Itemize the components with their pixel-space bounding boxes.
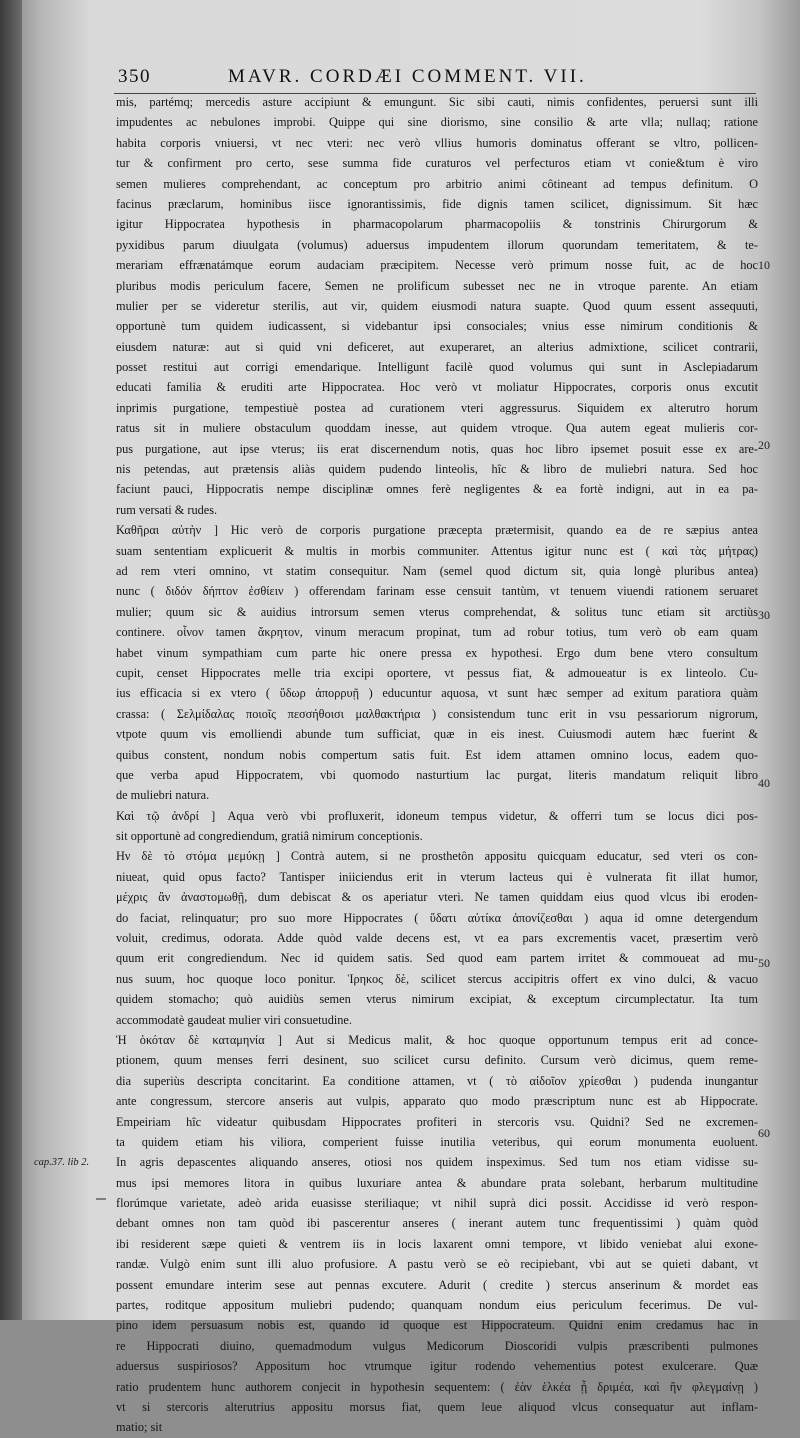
text-line: matio; sit xyxy=(116,1420,163,1435)
text-line: ptionem, quum menses ferri desinent, suo scilicet cursu definito. Cursum verò dicimus, quem reme- xyxy=(116,1053,758,1068)
text-line: accommodatè gaudeat mulier viri consuetudine. xyxy=(116,1012,352,1027)
text-line: habet vinum sympathiam cum parte hic onere pressa ex hypothesi. Ergo dum bene vtero consultum xyxy=(116,645,758,660)
line-number: 30 xyxy=(758,608,770,622)
page-number: 350 xyxy=(118,66,151,87)
text-line: niueat, quid opus facto? Tantisper iniiciendus erit in vterum lacteus qui è vulnerata fit illat humor, xyxy=(116,869,758,884)
text-line: ad rem vteri omnino, vt statim consequitur. Nam (semel quod dictum sit, quia longè pluribus antea) xyxy=(116,563,758,578)
text-line: Ην δὲ τὸ στόμα μεμύκῃ ] Contrà autem, si ne prosthetôn appositu quicquam educatur, sed vteri os con- xyxy=(116,849,758,864)
text-line: igitur Hippocratea hypothesis in pharmacopolarum pharmacopoliis & tonstrinis Chirurgorum & xyxy=(116,217,758,232)
text-line: sit opportunè ad congrediendum, gratiâ nimirum conceptionis. xyxy=(116,829,423,844)
text-line: pyxidibus parum diuulgata (volumus) aduersus impudentem illorum quorundam temeritatem, & te- xyxy=(116,237,758,252)
text-line: rum versati & rudes. xyxy=(116,502,218,517)
text-line: quibus constent, nondum nobis compertum satis fuit. Est idem attamen omnino locus, eadem quo- xyxy=(116,747,758,762)
text-line: educati familia & eruditi arte Hippocratea. Hoc verò vt moliatur Hippocrates, corporis onus excutit xyxy=(116,380,758,395)
text-line: opportunè tum quidem iudicassent, si videbantur ipsi consociales; vnius esse nimirum conditionis & xyxy=(116,319,758,334)
text-line: re Hippocrati diuino, quemadmodum vulgus Medicorum Dioscoridi vulpis præscribenti pulmones xyxy=(116,1338,758,1353)
text-line: do faciat, relinquatur; pro suo more Hippocrates ( ὕδατι αὐτίκα ἀπονίζεσθαι ) aqua id omne detergendum xyxy=(116,910,758,925)
page-header xyxy=(118,66,758,92)
line-number: 60 xyxy=(758,1126,770,1140)
line-number: 40 xyxy=(758,776,770,790)
text-line: randæ. Vulgò enim sunt illi aluo profusiore. A pastu verò se eò recipiebant, vbi aut se quieti dabant, vt xyxy=(116,1257,758,1272)
text-line: tur & confirment pro certo, sese summa fide curaturos vel perfecturos etiam vt conie&tum è viro xyxy=(116,156,758,171)
text-line: facinus præclarum, hominibus iisce ignorantissimis, fide dignis tamen scilicet, dignissimum. Sit hæc xyxy=(116,196,758,211)
text-line: cupit, censet Hippocrates melle tria excipi oportere, vt pessus fiat, & admoueatur is ex linteolo. Cu- xyxy=(116,665,758,680)
margin-note: cap.37. lib 2. xyxy=(34,1157,90,1168)
text-line: debant omnes non tam quòd ibi pascerentur anseres ( inerant autem tunc frequentissimi ) quàm quòd xyxy=(116,1216,758,1231)
text-line: suam sententiam explicuerit & multis in morbis communiter. Attentus igitur nunc est ( καὶ τὰς μήτρας) xyxy=(116,543,758,558)
text-line: Ἡ ὁκόταν δὲ καταμηνία ] Aut si Medicus malit, & hoc quoque opportunum tempus erit ad conce- xyxy=(116,1032,758,1047)
line-number: 50 xyxy=(758,956,770,970)
text-line: Καθῆραι αὐτὴν ] Hic verò de corporis purgatione præcepta prætermisit, quando ea de re sæpius antea xyxy=(116,523,758,538)
text-line: Καὶ τῷ ἀνδρί ] Aqua verò vbi profluxerit, idoneum tempus videtur, & offerri tum se locus dici pos- xyxy=(116,808,758,823)
text-line: posset restitui aut corrigi emendarique. Intelligunt facilè quod volumus qui sunt in Asclepiadarum xyxy=(116,360,758,375)
text-line: pino idem persuasum nobis est, quando id quoque est Hippocrateum. Quidni enim credamus hac in xyxy=(116,1318,758,1333)
text-line: impudentes ac nebulones improbi. Quippe qui sine diorismo, sine consilio & arte vlla; nullaq; ratione xyxy=(116,115,758,130)
text-line: mus ipsi memores litora in quibus luxuriare antea & abundare prata solebant, herbarum multitudine xyxy=(116,1175,758,1190)
text-line: continere. οἶνον tamen ἄκρητον, vinum meracum propinat, tum ad robur totius, tum verò ob eam quam xyxy=(116,625,758,640)
margin-pointer-icon xyxy=(96,1194,106,1204)
text-line: merariam effrænatámque eorum audaciam præcipitem. Necesse verò primum nosse fuit, ac de hoc xyxy=(116,258,758,273)
text-line: mulier; quum sic & auidius introrsum semen vterus comprehendat, & solitus tunc etiam sit arctiùs xyxy=(116,604,758,619)
line-number: 20 xyxy=(758,438,770,452)
text-line: mulier per se videretur sterilis, aut vir, quidem eiusmodi natura suapte. Quod quum essent assequuti, xyxy=(116,298,758,313)
text-line: ta quidem etiam his viliora, comperient fuisse inutilia veteribus, qui eorum monumenta euoluent. xyxy=(116,1134,758,1149)
text-line: nus suum, hoc quoque loco ponitur. Ἱρηκος δὲ, scilicet stercus accipitris offert ex vino dulci, & vacuo xyxy=(116,971,758,986)
text-line: aduersus suspiriosos? Appositum hoc vtrumque igitur rodendo vehementius potest exulcerare. Quæ xyxy=(116,1359,758,1374)
text-line: semen mulieres comprehendant, ac conceptum pro arbitrio animi côtineant ad tempus definitum. O xyxy=(116,176,758,191)
text-line: de muliebri natura. xyxy=(116,788,210,803)
text-line: quidem stomacho; quò auidiùs semen vterus nimirum excipiat, & exceptum circumplectatur. Ita tum xyxy=(116,992,758,1007)
text-line: vt si stercoris alterutrius appositu morsus fiat, quem leue aliquod vlcus consequatur aut inflam- xyxy=(116,1400,758,1414)
running-head: MAVR. CORDÆI COMMENT. VII. xyxy=(228,66,587,87)
text-line: pus purgatione, aut ipse vterus; iis erat discernendum notis, quas hoc libro ipsemet posuit esse ex are- xyxy=(116,441,758,456)
text-line: florúmque varietate, adeò arida euasisse steriliaque; vt nihil suprà dici possit. Accidisse id verò respon- xyxy=(116,1196,758,1211)
text-line: vtpote quum vis emolliendi abunde tum sufficiat, quæ in eis inest. Cuiusmodi autem hæc fuerint & xyxy=(116,727,758,742)
text-line: nis petendas, aut prætensis aliàs quidem pudendo linteolis, hîc & libro de muliebri natura. Sed hoc xyxy=(116,462,758,477)
text-line: ibi residerent sæpe quieti & ventrem iis in locis laxarent omni tempore, vt libido veniebat alui exone- xyxy=(116,1236,758,1251)
body-text xyxy=(116,92,758,1438)
text-line: inprimis purgatione, tempestiuè postea ad curationem vteri aggressurus. Siquidem ex alterutro horum xyxy=(116,400,758,415)
text-line: partes, roditque appositum muliebri pudendo; quanquam nondum eius periculum fecerimus. De vul- xyxy=(116,1298,758,1313)
text-line: dia superiùs descripta concitarint. Ea conditione attamen, vt ( τὸ αἰδοῖον χρίεσθαι ) pudenda inungantur xyxy=(116,1073,758,1088)
text-line: In agris depascentes aliquando anseres, otiosi nos quidem inspeximus. Sed tum nos etiam vidisse su- xyxy=(116,1155,758,1170)
text-line: ratio prudentem hunc authorem conjecit in hypothesin sequentem: ( ἐὰν ἑλκέα ᾖ δριμέα, καὶ ἢν φλεγμαίνῃ ) xyxy=(116,1379,758,1394)
text-line: μέχρις ἂν ἀναστομωθῇ, dum debiscat & os aperiatur vteri. Ne tamen quiddam eius quod vlcus ibi eroden- xyxy=(116,890,758,905)
text-line: ante congressum, stercore anseris aut vulpis, apparato quo modo præscriptum nunc est ab Hippocrate. xyxy=(116,1094,758,1109)
text-line: voluit, credimus, odorata. Adde quòd valde decens est, vt ea pars excrementis vacet, præsertim verò xyxy=(116,931,758,946)
text-line: pluribus modis periculum facere, Semen ne prolificum subesset nec ne in vtroque parente. An etiam xyxy=(116,278,758,293)
text-line: faciunt pauci, Hippocratis nempe disciplinæ omnes ferè negligentes & ea fortè indigni, aut in ea pa- xyxy=(116,482,758,497)
text-line: habita corporis vniuersi, vt nec vteri: nec verò vllius humoris dominatus offerant se vltro, pollicen- xyxy=(116,135,758,150)
text-line: mis, partémq; mercedis asture accipiunt & emungunt. Sic sibi cauti, nimis confidentes, peruersi sunt illi xyxy=(116,95,758,109)
text-line: que verba apud Hippocratem, vbi quomodo nasturtium lac purgat, literis mandatum reliquit libro xyxy=(116,767,758,782)
text-line: possent emundare interim sese aut pennas excutere. Adurit ( credite ) stercus anserinum & mordet eas xyxy=(116,1277,758,1292)
text-line: quum erit congrediendum. Nec id quidem satis. Sed quod eam partem irritet & commoueat ad mu- xyxy=(116,951,758,966)
line-number: 10 xyxy=(758,258,770,272)
text-line: eiusdem naturæ: aut si quid vni deficeret, aut exuperaret, an alterius admixtione, scilicet contrarii, xyxy=(116,339,758,354)
text-line: ratus sit in muliere obstaculum quoddam inesse, aut quidem vtroque. Qua autem egeat mulieris cor- xyxy=(116,421,758,436)
text-line: nunc ( διδόν δήπτον ἐσθίειν ) offerendam farinam esse censuit tantùm, vt tenuem viuendi rationem seruaret xyxy=(116,584,758,599)
line-number-column xyxy=(758,0,788,1320)
text-line: ius efficacia si ex vtero ( ὕδωρ ἀπορρυῇ ) educuntur aquosa, vt sunt hæc semper ad exitum paratiora quàm xyxy=(116,686,758,701)
text-line: Empeiriam hîc videatur quibusdam Hippocrates profiteri in stercoris vsu. Quidni? Sed ne excremen- xyxy=(116,1114,758,1129)
text-line: crassa: ( Σελμίδαλας ποιοῖς πεσσήθοισι μαλθακτήρια ) consistendum tunc erit in vsu pessariorum nigrorum, xyxy=(116,706,758,721)
